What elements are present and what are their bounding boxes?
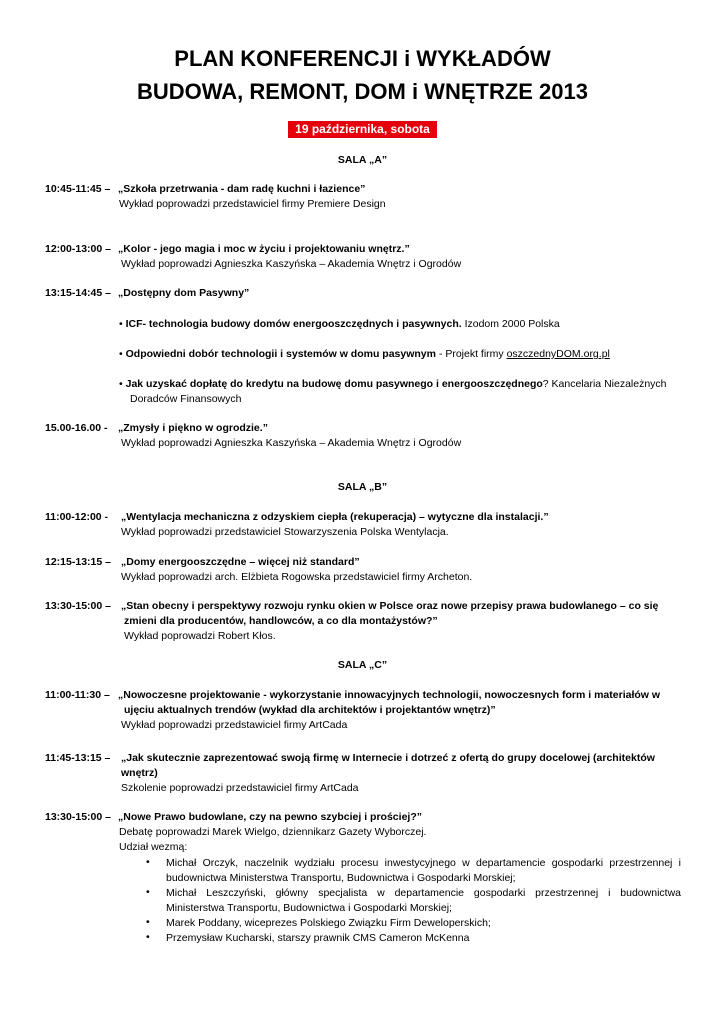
session-moderator: Debatę poprowadzi Marek Wielgo, dziennikarz Gazety Wyborczej. [119,826,427,838]
session-title: „Kolor - jego magia i moc w życiu i projektowaniu wnętrz.” [118,243,410,255]
bullet-icon: • [119,378,123,390]
website-link[interactable]: oszczednyDOM.org.pl [506,348,610,360]
session-time: 11:45-13:15 – [45,752,111,764]
session-time: 12:15-13:15 – [45,556,111,568]
participant-name-cont: budownictwa Ministerstwa Transportu, Budownictwa i Gospodarki Morskiej; [166,872,516,884]
session-speaker: Wykład poprowadzi Agnieszka Kaszyńska – Akademia Wnętrz i Ogrodów [121,437,462,449]
session-speaker: Wykład poprowadzi Robert Kłos. [124,630,276,642]
bullet-icon: • [146,886,150,898]
topic-provider: ? Kancelaria Niezależnych [542,378,667,390]
document-title-line2: BUDOWA, REMONT, DOM i WNĘTRZE 2013 [136,79,589,104]
session-speaker: Wykład poprowadzi arch. Elżbieta Rogowska przedstawiciel firmy Archeton. [121,571,473,583]
bullet-icon: • [119,348,123,360]
session-title: „Nowoczesne projektowanie - wykorzystanie innowacyjnych technologii, nowoczesnych form i materiałów w [118,689,661,701]
session-title: „Stan obecny i perspektywy rozwoju rynku okien w Polsce oraz nowe przepisy prawa budowlanego – co się [121,600,659,612]
session-title: „Szkoła przetrwania - dam radę kuchni i łazience” [118,183,366,195]
topic-title: ICF- technologia budowy domów energooszczędnych i pasywnych. [125,318,462,330]
session-speaker: Wykład poprowadzi przedstawiciel Stowarzyszenia Polska Wentylacja. [121,526,449,538]
session-time: 13:30-15:00 – [45,600,111,612]
session-title-cont: ujęciu aktualnych trendów (wykład dla architektów i projektantów wnętrz)” [124,704,496,716]
participant-name: Michał Orczyk, naczelnik wydziału procesu inwestycyjnego w departamencie gospodarki przestrzennej i [166,857,681,869]
session-time: 13:30-15:00 – [45,811,111,823]
date-banner: 19 października, sobota [288,121,437,138]
session-time: 10:45-11:45 – [45,183,111,195]
session-speaker: Szkolenie poprowadzi przedstawiciel firmy ArtCada [121,782,359,794]
sala-b-heading: SALA „B” [337,481,388,493]
session-speaker: Wykład poprowadzi przedstawiciel firmy ArtCada [121,719,348,731]
session-title: „Jak skutecznie zaprezentować swoją firmę w Internecie i dotrzeć z ofertą do grupy docelowej (architektów [121,752,655,764]
topic-item [119,317,560,331]
document-title-line1: PLAN KONFERENCJI i WYKŁADÓW [174,46,551,71]
session-title: „Zmysły i piękno w ogrodzie.” [118,422,268,434]
session-title: „Dostępny dom Pasywny” [118,287,250,299]
topic-item [119,377,667,391]
session-title: „Domy energooszczędne – więcej niż standard” [121,556,360,568]
participant-name: Michał Leszczyński, główny specjalista w departamencie gospodarki przestrzennej i budownictwa [166,887,681,899]
session-speaker: Wykład poprowadzi Agnieszka Kaszyńska – Akademia Wnętrz i Ogrodów [121,258,462,270]
participants-label: Udział wezmą: [119,841,188,853]
participant-name: Przemysław Kucharski, starszy prawnik CMS Cameron McKenna [166,932,470,944]
session-title-cont: wnętrz) [121,767,158,779]
topic-title: Odpowiedni dobór technologii i systemów w domu pasywnym [125,348,436,360]
session-time: 12:00-13:00 – [45,243,111,255]
session-time: 11:00-12:00 - [45,511,109,523]
topic-provider-cont: Doradców Finansowych [130,393,242,405]
participant-name-cont: Ministerstwa Transportu, Budownictwa i Gospodarki Morskiej; [166,902,452,914]
bullet-icon: • [119,318,123,330]
sala-a-heading: SALA „A” [337,154,388,166]
participant-name: Marek Poddany, wiceprezes Polskiego Związku Firm Deweloperskich; [166,917,491,929]
session-title-cont: zmieni dla producentów, handlowców, a co dla montażystów?” [124,615,438,627]
sala-c-heading: SALA „C” [337,659,388,671]
topic-provider: - Projekt firmy [435,348,507,360]
session-time: 15.00-16.00 - [45,422,108,434]
session-title: „Nowe Prawo budowlane, czy na pewno szybciej i prościej?” [118,811,422,823]
session-time: 13:15-14:45 – [45,287,111,299]
topic-item [119,347,610,361]
bullet-icon: • [146,856,150,868]
bullet-icon: • [146,916,150,928]
session-time: 11:00-11:30 – [45,689,110,701]
topic-title: Jak uzyskać dopłatę do kredytu na budowę domu pasywnego i energooszczędnego [125,378,543,390]
session-speaker: Wykład poprowadzi przedstawiciel firmy Premiere Design [119,198,386,210]
session-title: „Wentylacja mechaniczna z odzyskiem ciepła (rekuperacja) – wytyczne dla instalacji.” [121,511,549,523]
bullet-icon: • [146,931,150,943]
topic-provider: Izodom 2000 Polska [461,318,560,330]
